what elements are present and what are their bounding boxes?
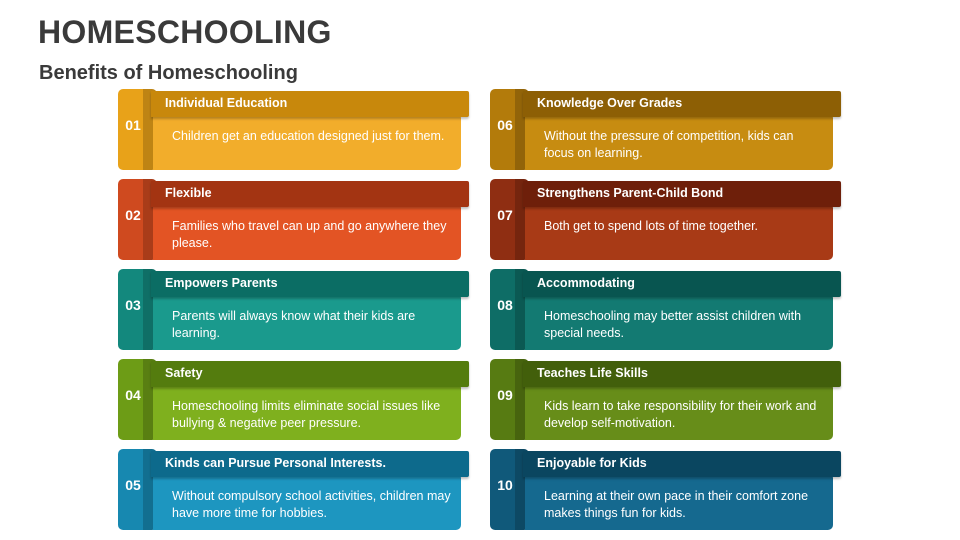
benefit-heading: Strengthens Parent-Child Bond	[537, 186, 724, 200]
benefit-card-10	[490, 449, 841, 530]
benefit-card-03	[118, 269, 469, 350]
card-body	[153, 473, 461, 530]
benefit-number: 05	[125, 477, 141, 493]
benefit-description: Children get an education designed just for them.	[172, 129, 445, 143]
benefit-card-02	[118, 179, 469, 260]
benefit-card-09	[490, 359, 841, 440]
benefit-number: 04	[125, 387, 141, 403]
card-body	[525, 473, 833, 530]
benefit-heading: Enjoyable for Kids	[537, 456, 647, 470]
benefit-description: Kids learn to take responsibility for their work and develop self-motivation.	[544, 399, 817, 430]
card-header	[523, 181, 841, 207]
card-body	[525, 293, 833, 350]
benefit-description: Homeschooling may better assist children with special needs.	[544, 309, 802, 340]
card-header	[151, 361, 469, 387]
card-body	[525, 113, 833, 170]
benefit-card-05	[118, 449, 469, 530]
card-header	[523, 361, 841, 387]
benefit-heading: Flexible	[165, 186, 212, 200]
benefit-card-07	[490, 179, 841, 260]
benefit-description: Parents will always know what their kids are learning.	[172, 309, 416, 340]
benefit-number: 07	[497, 207, 513, 223]
card-body	[153, 293, 461, 350]
benefit-number: 10	[497, 477, 513, 493]
benefit-description: Families who travel can up and go anywhere they please.	[172, 219, 447, 250]
benefit-number: 01	[125, 117, 141, 133]
benefit-card-06	[490, 89, 841, 170]
benefit-heading: Teaches Life Skills	[537, 366, 648, 380]
benefit-heading: Safety	[165, 366, 203, 380]
benefit-description: Without compulsory school activities, children may have more time for hobbies.	[172, 489, 451, 520]
benefit-heading: Accommodating	[537, 276, 635, 290]
benefit-heading: Knowledge Over Grades	[537, 96, 683, 110]
benefit-description: Learning at their own pace in their comfort zone makes things fun for kids.	[544, 489, 809, 520]
benefit-card-08	[490, 269, 841, 350]
benefit-card-04	[118, 359, 469, 440]
card-header	[523, 451, 841, 477]
benefit-heading: Kinds can Pursue Personal Interests.	[165, 456, 386, 470]
benefit-number: 08	[497, 297, 513, 313]
page-title: HOMESCHOOLING	[38, 14, 332, 50]
card-header	[523, 271, 841, 297]
card-body	[525, 203, 833, 260]
card-body	[153, 113, 461, 170]
card-header	[151, 181, 469, 207]
benefit-description: Without the pressure of competition, kids can focus on learning.	[544, 129, 794, 160]
card-header	[523, 91, 841, 117]
card-header	[151, 91, 469, 117]
card-header	[151, 451, 469, 477]
benefit-number: 09	[497, 387, 513, 403]
benefit-card-01	[118, 89, 469, 170]
card-header	[151, 271, 469, 297]
page-subtitle: Benefits of Homeschooling	[39, 62, 298, 84]
card-body	[525, 383, 833, 440]
benefit-description: Homeschooling limits eliminate social issues like bullying & negative peer pressure.	[172, 399, 441, 430]
benefit-number: 06	[497, 117, 513, 133]
benefit-number: 02	[125, 207, 141, 223]
benefit-number: 03	[125, 297, 141, 313]
card-body	[153, 203, 461, 260]
benefit-heading: Empowers Parents	[165, 276, 278, 290]
card-body	[153, 383, 461, 440]
benefit-description: Both get to spend lots of time together.	[544, 219, 759, 233]
benefit-heading: Individual Education	[165, 96, 288, 110]
